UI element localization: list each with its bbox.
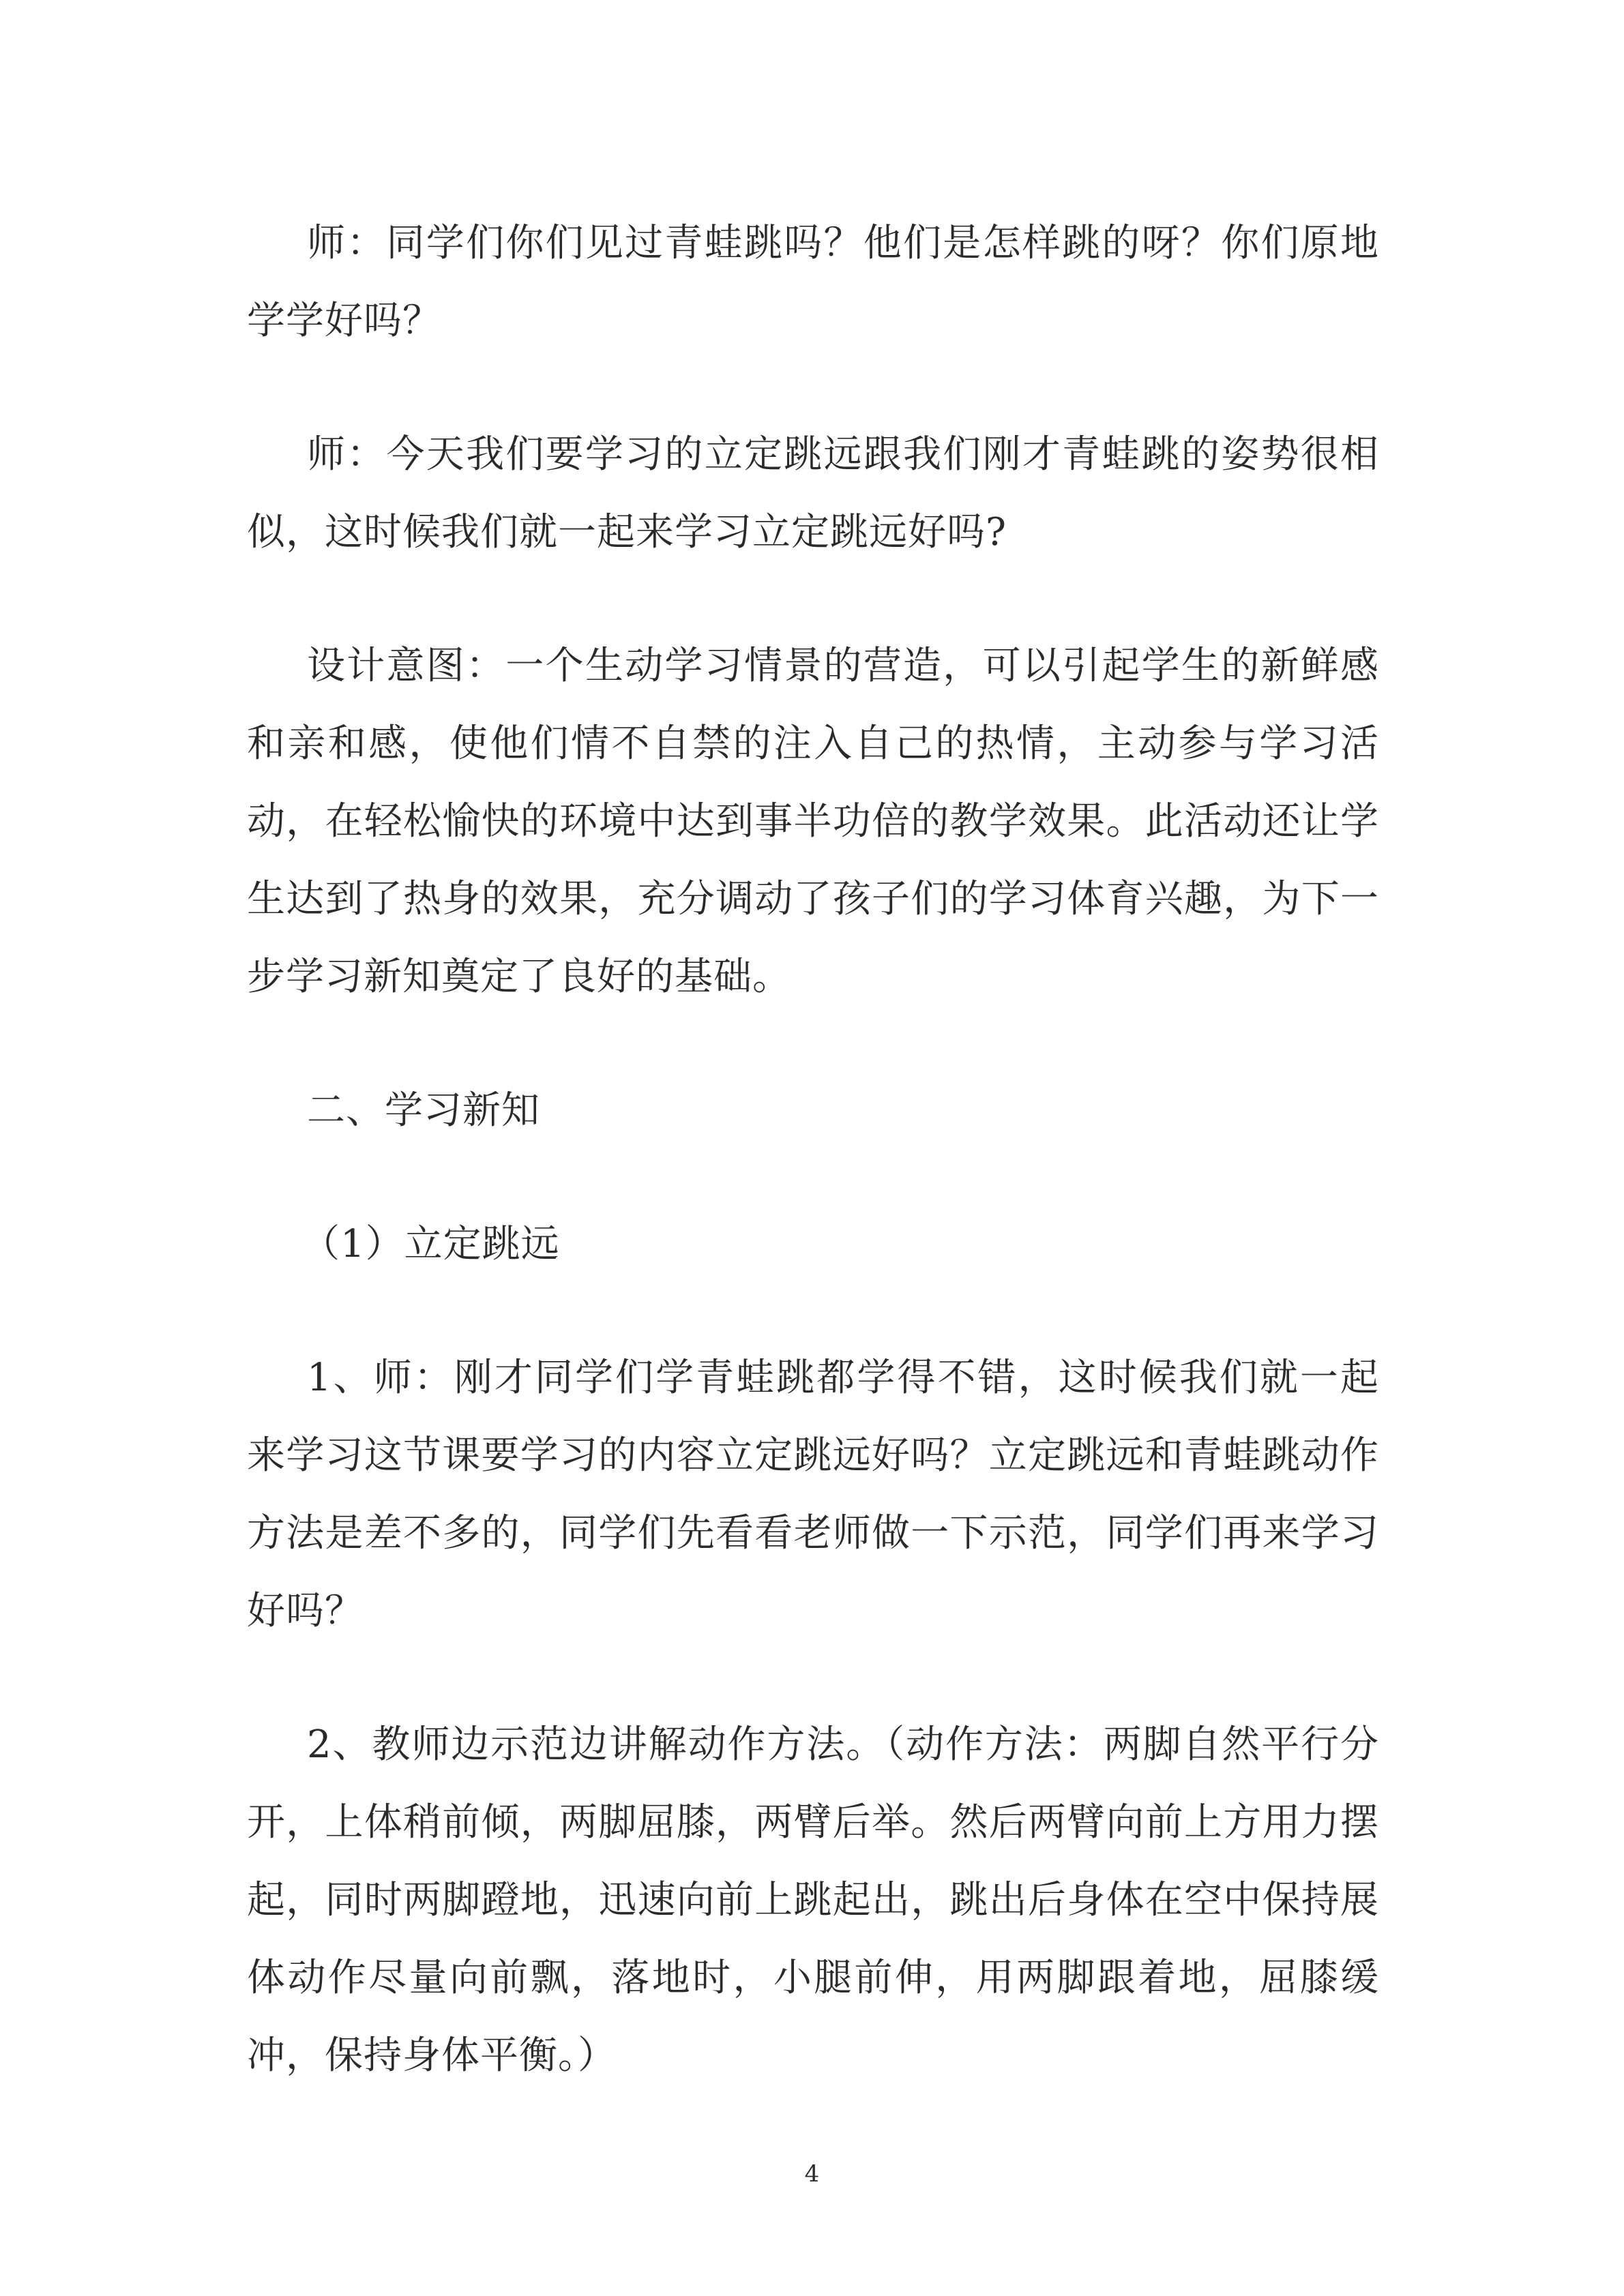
paragraph-teacher-question: 师：同学们你们见过青蛙跳吗？他们是怎样跳的呀？你们原地学学好吗？ [247,221,1379,343]
section-heading-learn-new: 二、学习新知 [307,1088,540,1133]
paragraph-teacher-intro: 师：今天我们要学习的立定跳远跟我们刚才青蛙跳的姿势很相似，这时候我们就一起来学习立定跳远好吗? [247,432,1379,554]
paragraph-step-2: 2、教师边示范边讲解动作方法。（动作方法：两脚自然平行分开，上体稍前倾，两脚屈膝，两臂后举。然后两臂向前上方用力摆起，同时两脚蹬地，迅速向前上跳起出，跳出后身体在空中保持展体动作尽量向前飘，落地时，小腿前伸，用两脚跟着地，屈膝缓冲，保持身体平衡。） [247,1723,1379,2078]
paragraph-design-intent: 设计意图：一个生动学习情景的营造，可以引起学生的新鲜感和亲和感，使他们情不自禁的注入自己的热情，主动参与学习活动，在轻松愉快的环境中达到事半功倍的教学效果。此活动还让学生达到了热身的效果，充分调动了孩子们的学习体育兴趣，为下一步学习新知奠定了良好的基础。 [247,644,1379,999]
page-number: 4 [804,2160,820,2188]
document-body [247,205,1379,2095]
paragraph-step-1: 1、师：刚才同学们学青蛙跳都学得不错，这时候我们就一起来学习这节课要学习的内容立定跳远好吗？立定跳远和青蛙跳动作方法是差不多的，同学们先看看老师做一下示范，同学们再来学习好吗？ [247,1356,1379,1633]
subsection-heading-standing-long-jump: （1）立定跳远 [301,1222,560,1266]
